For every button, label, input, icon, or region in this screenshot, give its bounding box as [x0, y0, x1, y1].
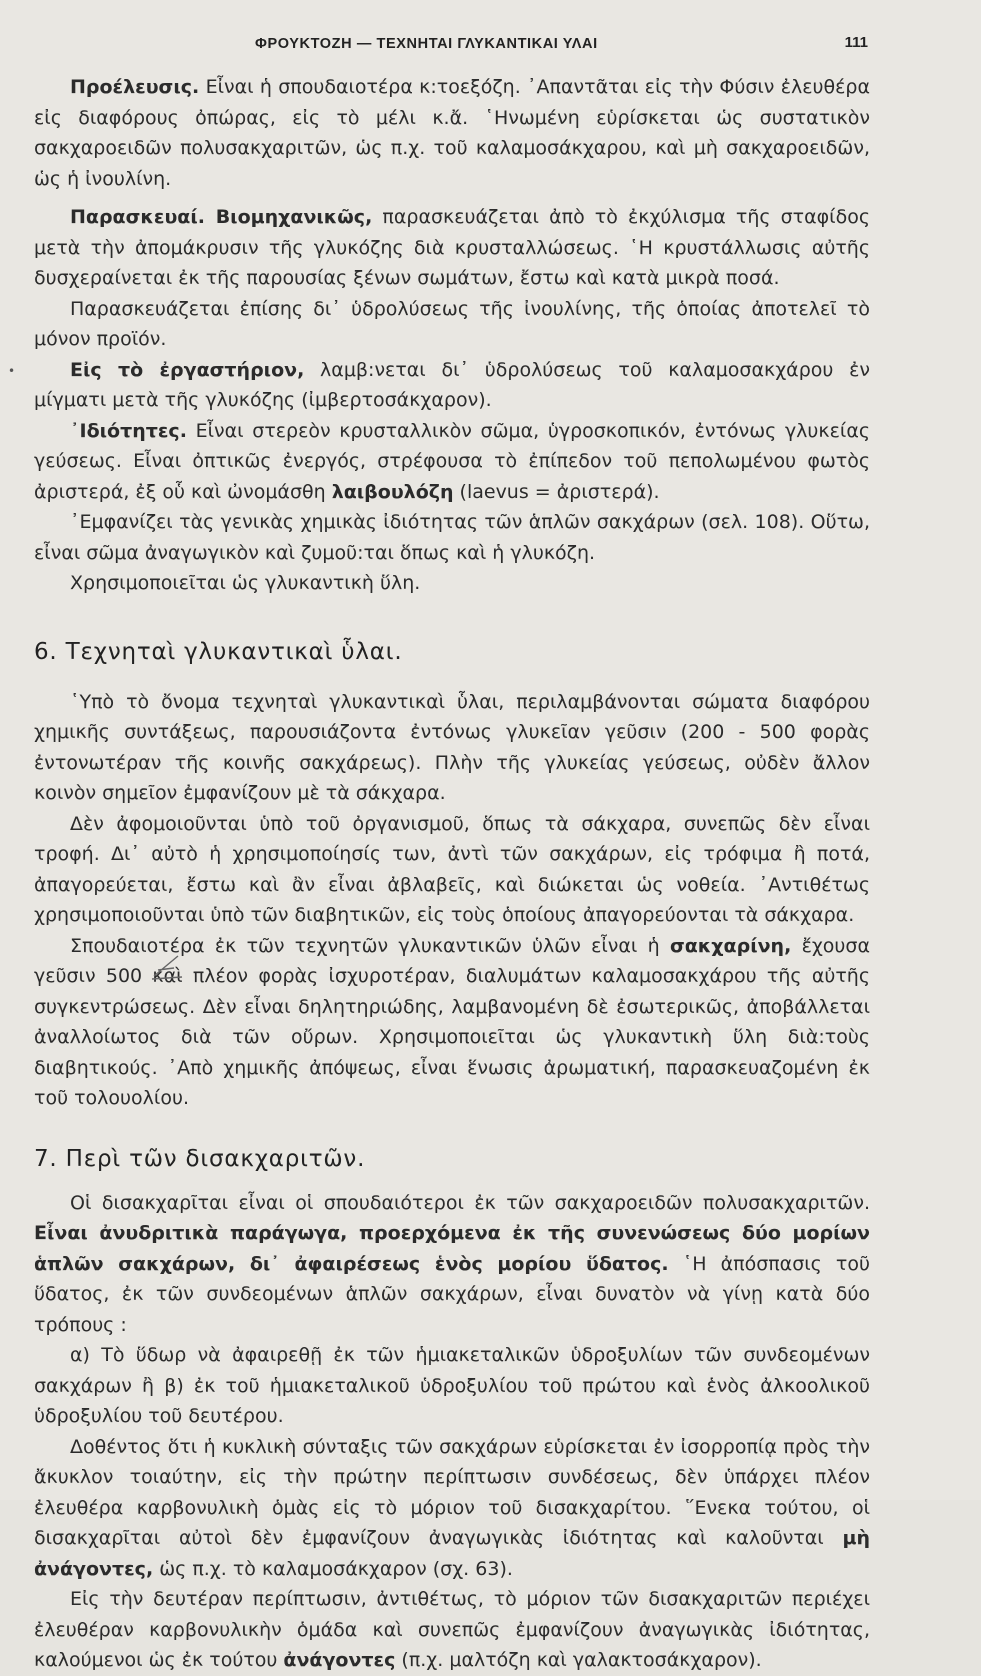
term-provenance: Προέλευσις. — [70, 76, 200, 98]
text: α) Τὸ ὕδωρ νὰ ἀφαιρεθῇ ἐκ τῶν ἡμιακεταλικῶν ὑδροξυλίων τῶν συνδεομένων σακχάρων ἢ β) ἐκ τοῦ ἡμιακεταλικοῦ ὑδροξυλίου τοῦ πρώτου καὶ ἑνὸς ἀλκοολικοῦ ὑδροξυλίου τοῦ δευτέρου. — [34, 1344, 870, 1427]
paragraph-preparation — [34, 202, 870, 294]
term-industrially: Βιομηχανικῶς, — [205, 206, 373, 228]
text: ἔχουσα γεῦσιν 500 καὶ πλέον φορὰς ἰσχυροτέραν, διαλυμάτων καλαμοσακχάρου τῆς αὐτῆς συγκεντρώσεως. Δὲν εἶναι δηλητηριώδης, λαμβανομένη δὲ ἐσωτερικῶς, ἀποβάλλεται ἀναλλοίωτος διὰ τῶν οὔρων. Χρησιμοποιεῖται ὡς γλυκαντικὴ ὕλη διὰ:τοὺς διαβητικούς. ᾿Απὸ χημικῆς ἀπόψεως, εἶναι ἕνωσις ἀρωματική, παρασκευαζομένη ἐκ τοῦ τολουολίου. — [34, 934, 870, 1109]
paragraph-properties — [34, 416, 870, 508]
paragraph-artificial-sweeteners — [34, 687, 870, 809]
text: Εἰς τὴν δευτέραν περίπτωσιν, ἀντιθέτως, τὸ μόριον τῶν δισακχαριτῶν περιέχει ἐλευθέραν καρβονυλικὴν ὁμάδα καὶ συνεπῶς ἐμφανίζουν ἀναγωγικὰς ἰδιότητας, καλούμενοι ὡς ἐκ τούτου — [34, 1588, 870, 1671]
body-text — [34, 72, 870, 1676]
text: Παρασκευάζεται ἐπίσης δι᾿ ὑδρολύσεως τῆς ἰνουλίνης, τῆς ὁποίας ἀποτελεῖ τὸ μόνον προϊόν. — [34, 297, 870, 350]
text: ῾Η ἀπόσπασις τοῦ ὕδατος, ἐκ τῶν συνδεομένων ἁπλῶν σακχάρων, εἶναι δυνατὸν νὰ γίνῃ κατὰ δύο τρόπους : — [34, 1252, 870, 1336]
pencil-mark-icon — [148, 950, 188, 982]
paragraph-disaccharides — [34, 1188, 870, 1341]
paragraph-reducing — [34, 1584, 870, 1676]
section-heading-6: 6. Τεχνηταὶ γλυκαντικαὶ ὗλαι. — [34, 638, 403, 665]
running-head: ΦΡΟΥΚΤΟΖΗ — ΤΕΧΝΗΤΑΙ ΓΛΥΚΑΝΤΙΚΑΙ ΥΛΑΙ — [255, 36, 598, 52]
paragraph-usage — [34, 568, 870, 599]
text: ὡς π.χ. τὸ καλαμοσάκχαρον (σχ. 63). — [153, 1557, 513, 1580]
text: λαμβ:νεται δι᾿ ὑδρολύσεως τοῦ καλαμοσακχάρου ἐν μίγματι μετὰ τῆς γλυκόζης (ἰμβερτοσάκχαρον). — [34, 358, 870, 411]
text: Οἱ δισακχαρῖται εἶναι οἱ σπουδαιότεροι ἐκ τῶν σακχαροειδῶν πολυσακχαριτῶν. — [70, 1191, 870, 1214]
text: Εἶναι ἡ σπουδαιοτέρα κ:τοεξόζη. ᾿Απαντᾶται εἰς τὴν Φύσιν ἐλευθέρα εἰς διαφόρους ὀπώρας, εἰς τὸ μέλι κ.ἄ. ῾Ηνωμένη εὑρίσκεται ὡς συστατικὸν σακχαροειδῶν πολυσακχαριτῶν, ὡς π.χ. τοῦ καλαμοσάκχαρου, καὶ μὴ σακχαροειδῶν, ὡς ἡ ἰνουλίνη. — [34, 76, 870, 190]
text: (π.χ. μαλτόζη καὶ γαλακτοσάκχαρον). — [395, 1649, 762, 1671]
term-laevulose: λαιβουλόζη — [331, 480, 454, 503]
term-laboratory: Εἰς τὸ ἐργαστήριον, — [70, 358, 305, 381]
text: Δοθέντος ὅτι ἡ κυκλικὴ σύνταξις τῶν σακχάρων εὑρίσκεται ἐν ἰσορροπίᾳ πρὸς τὴν ἄκυκλον τοιαύτην, εἰς τὴν πρώτην περίπτωσιν συνδέσεως, δὲν ὑπάρχει πλέον ἐλευθέρα καρβονυλικὴ ὁμὰς εἰς τὸ μόριον τοῦ δισακχαρίτου. ῞Ενεκα τούτου, οἱ δισακχαρῖται αὐτοὶ δὲν ἐμφανίζουν ἀναγωγικὰς ἰδιότητας καὶ καλοῦνται — [34, 1435, 870, 1549]
paragraph-non-reducing — [34, 1432, 870, 1585]
paragraph-inulin-hydrolysis — [34, 294, 870, 355]
section-heading-7: 7. Περὶ τῶν δισακχαριτῶν. — [34, 1145, 366, 1172]
term-non-reducing: μὴ ἀνάγοντες, — [34, 1527, 870, 1580]
paragraph-laboratory — [34, 355, 870, 416]
term-properties: ᾿Ιδιότητες. — [70, 419, 187, 442]
text: Εἶναι στερεὸν κρυσταλλικὸν σῶμα, ὑγροσκοπικόν, ἐντόνως γλυκείας γεύσεως. Εἶναι ὀπτικῶς ἐνεργός, στρέφουσα τὸ ἐπίπεδον τοῦ πεπολωμένου φωτὸς ἀριστερά, ἐξ οὗ καὶ ὠνομάσθη — [34, 419, 870, 503]
paragraph-not-assimilated — [34, 809, 870, 931]
term-saccharin: σακχαρίνη, — [669, 934, 792, 957]
paragraph-provenance — [34, 72, 870, 194]
emphasis-definition: Εἶναι ἀνυδριτικὰ παράγωγα, προερχόμενα ἐκ τῆς συνενώσεως δύο μορίων ἁπλῶν σακχάρων, δι᾿ ἀφαιρέσεως ἑνὸς μορίου ὕδατος. — [34, 1222, 870, 1275]
page-number: 111 — [844, 34, 868, 51]
text: (laevus = ἀριστερά). — [453, 480, 660, 503]
text: Σπουδαιοτέρα ἐκ τῶν τεχνητῶν γλυκαντικῶν ὑλῶν εἶναι ἡ — [70, 934, 660, 957]
paragraph-two-ways — [34, 1340, 870, 1432]
term-reducing: ἀνάγοντες — [283, 1649, 396, 1671]
term-preparation: Παρασκευαί. — [70, 206, 205, 228]
text: ῾Υπὸ τὸ ὄνομα τεχνηταὶ γλυκαντικαὶ ὗλαι, περιλαμβάνονται σώματα διαφόρου χημικῆς συντάξεως, παρουσιάζοντα ἐντόνως γλυκεῖαν γεῦσιν (200 - 500 φορὰς ἐντονωτέραν τῆς κοινῆς σακχάρεως). Πλὴν τῆς γλυκείας γεύσεως, οὐδὲν ἄλλον κοινὸν σημεῖον ἐμφανίζουν μὲ τὰ σάκχαρα. — [34, 690, 870, 804]
text: ᾿Εμφανίζει τὰς γενικὰς χημικὰς ἰδιότητας τῶν ἁπλῶν σακχάρων (σελ. 108). Οὕτω, εἶναι σῶμα ἀναγωγικὸν καὶ ζυμοῦ:ται ὅπως καὶ ἡ γλυκόζη. — [34, 511, 870, 564]
text: παρασκευάζεται ἀπὸ τὸ ἐκχύλισμα τῆς σταφίδος μετὰ τὴν ἀπομάκρυσιν τῆς γλυκόζης διὰ κρυσταλλώσεως. ῾Η κρυστάλλωσις αὐτῆς δυσχεραίνεται ἐκ τῆς παρουσίας ξένων σωμάτων, ἔστω καὶ κατὰ μικρὰ ποσά. — [34, 206, 870, 289]
paragraph-chemical-properties — [34, 507, 870, 568]
text: Δὲν ἀφομοιοῦνται ὑπὸ τοῦ ὀργανισμοῦ, ὅπως τὰ σάκχαρα, συνεπῶς δὲν εἶναι τροφή. Δι᾿ αὐτὸ ἡ χρησιμοποίησίς των, ἀντὶ τῶν σακχάρων, εἰς τρόφιμα ἢ ποτά, ἀπαγορεύεται, ἔστω καὶ ἂν εἶναι ἀβλαβεῖς, καὶ διώκεται ὡς νοθεία. ᾿Αντιθέτως χρησιμοποιοῦνται ὑπὸ τῶν διαβητικῶν, εἰς τοὺς ὁποίους ἀπαγορεύονται τὰ σάκχαρα. — [34, 812, 870, 926]
margin-dot: • — [8, 364, 16, 378]
text: Χρησιμοποιεῖται ὡς γλυκαντικὴ ὕλη. — [70, 572, 421, 594]
